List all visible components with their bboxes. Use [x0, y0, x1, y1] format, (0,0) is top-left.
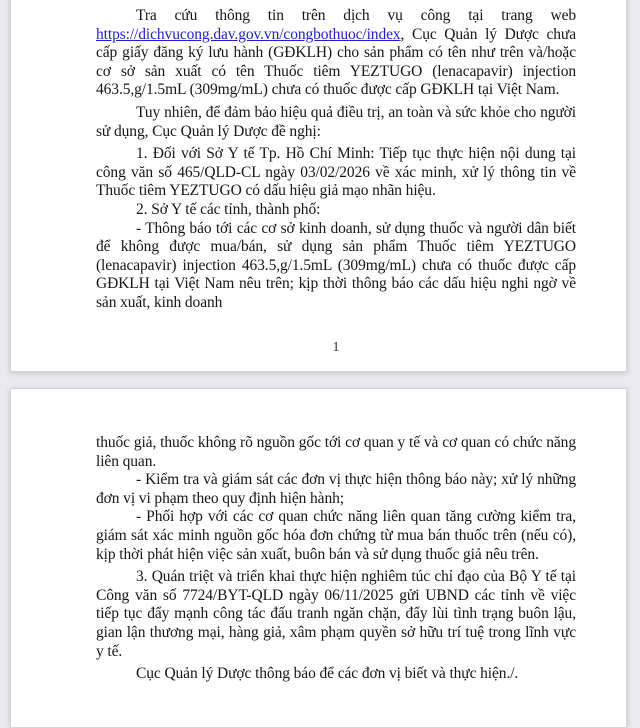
- paragraph-item-1: 1. Đối với Sở Y tế Tp. Hồ Chí Minh: Tiếp tục thực hiện nội dung tại công văn số 465/QLD-CL ngày 03/02/2026 về xác minh, xử lý thông tin về Thuốc tiêm YEZTUGO có dấu hiệu giả mạo nhãn hiệu.: [96, 145, 576, 200]
- document-page-2: [10, 388, 627, 728]
- paragraph-closing: Cục Quản lý Dược thông báo để các đơn vị biết và thực hiện./.: [136, 665, 519, 683]
- page-2-content: [11, 389, 626, 684]
- paragraph-phoi-hop: - Phối hợp với các cơ quan chức năng liên quan tăng cường kiểm tra, giám sát xác minh nguồn gốc hóa đơn chứng từ mua bán thuốc trên (nếu có), kịp thời phát hiện việc sản xuất, buôn bán và sử dụng thuốc giả nêu trên.: [96, 508, 576, 563]
- intro-text-after-link: , Cục Quản lý Dược chưa cấp giấy đăng ký lưu hành (GĐKLH) cho sản phẩm có tên như trên và/hoặc cơ sở sản xuất có tên Thuốc tiêm YEZTUGO (lenacapavir) injection 463.5,g/1.5mL (309mg/mL) chưa có thuốc được cấp GĐKLH tại Việt Nam.: [96, 25, 576, 99]
- paragraph-tuy-nhien: Tuy nhiên, để đảm bảo hiệu quả điều trị, an toàn và sức khỏe cho người sử dụng, Cục Quản lý Dược đề nghị:: [96, 103, 576, 140]
- paragraph-intro: [96, 7, 576, 100]
- paragraph-kiem-tra: - Kiểm tra và giám sát các đơn vị thực hiện thông báo này; xử lý những đơn vị vi phạm theo quy định hiện hành;: [96, 471, 576, 507]
- paragraph-item-3: 3. Quán triệt và triển khai thực hiện nghiêm túc chỉ đạo của Bộ Y tế tại Công văn số 7724/BYT-QLD ngày 06/11/2025 gửi UBND các tỉnh về việc tiếp tục đẩy mạnh công tác đấu tranh ngăn chặn, đẩy lùi tình trạng buôn lậu, gian lận thương mại, hàng giả, xâm phạm quyền sở hữu trí tuệ trong lĩnh vực y tế.: [96, 568, 576, 660]
- page-1-content: [11, 0, 626, 357]
- paragraph-item-2: 2. Sở Y tế các tỉnh, thành phố:: [136, 200, 321, 218]
- paragraph-thong-bao: - Thông báo tới các cơ sở kinh doanh, sử dụng thuốc và người dân biết để không được mua/bán, sử dụng sản phẩm Thuốc tiêm YEZTUGO (lenacapavir) injection 463.5,g/1.5mL (309mg/mL) chưa có thuốc được cấp GĐKLH tại Việt Nam nêu trên; kịp thời thông báo các dấu hiệu nghi ngờ về sản xuất, kinh doanh: [96, 219, 576, 311]
- paragraph-continuation: thuốc giả, thuốc không rõ nguồn gốc tới cơ quan y tế và cơ quan có chức năng liên quan.: [96, 434, 576, 470]
- intro-text-before-link: Tra cứu thông tin trên dịch vụ công tại trang web: [136, 7, 576, 24]
- document-page-1: [10, 0, 627, 372]
- congbothuoc-index-link[interactable]: https://dichvucong.dav.gov.vn/congbothuoc/index: [96, 25, 401, 43]
- page-number: 1: [332, 339, 340, 355]
